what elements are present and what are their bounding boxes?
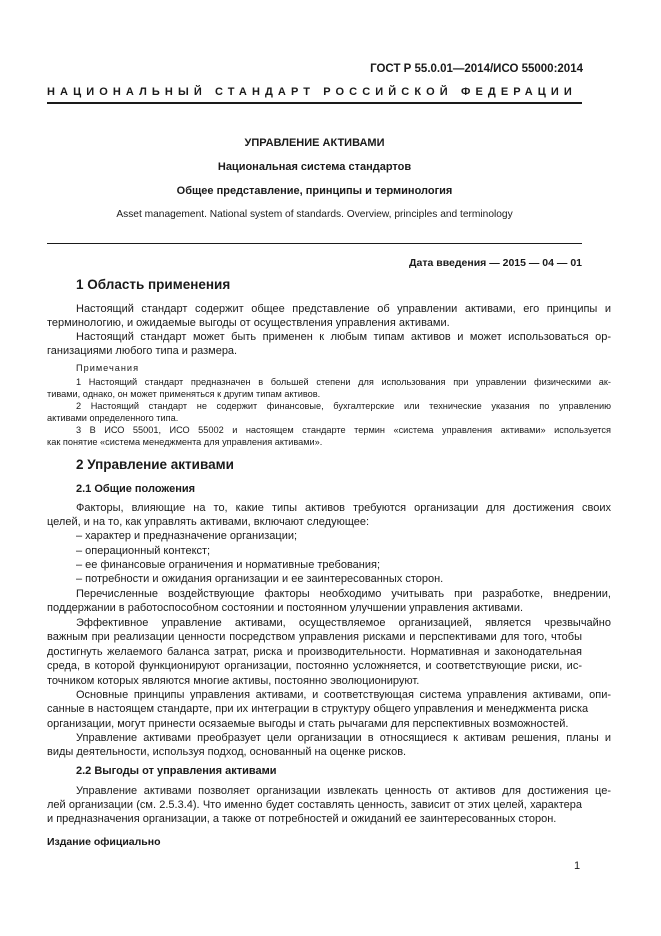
- note-line: 2 Настоящий стандарт не содержит финансовые, бухгалтерские или технические указания по управлению: [76, 401, 611, 411]
- section-2-intro-line: целей, и на то, как управлять активами, включают следующее:: [47, 516, 370, 528]
- para-line: точником которых являются многие активы, постоянно эволюционируют.: [47, 675, 420, 687]
- date-of-introduction: Дата введения — 2015 — 04 — 01: [409, 257, 582, 269]
- section-1-para-1-line: Настоящий стандарт содержит общее представление об управлении активами, его принципы и: [76, 303, 611, 315]
- section-2-heading: 2 Управление активами: [76, 457, 234, 472]
- para-line: Основные принципы управления активами, и соответствующая система управления активами, опи-: [76, 689, 611, 701]
- para-line: санные в настоящем стандарте, при их интеграции в структуру общего управления и менеджмента риска: [47, 703, 589, 715]
- para-line: Перечисленные воздействующие факторы необходимо учитывать при разработке, внедрении,: [76, 588, 611, 600]
- note-line: 3 В ИСО 55001, ИСО 55002 и настоящем стандарте термин «система управления активами» используется: [76, 425, 611, 435]
- para-line: важным при реализации ценности посредством управления рисками и перспективами для того, чтобы: [47, 631, 582, 643]
- doc-subtitle: Общее представление, принципы и терминология: [176, 185, 453, 197]
- list-item: – потребности и ожидания организации и ее заинтересованных сторон.: [76, 573, 444, 585]
- doc-english-title: Asset management. National system of standards. Overview, principles and terminology: [116, 209, 513, 220]
- page-number: 1: [574, 860, 581, 872]
- para-line: и предназначения организации, а также от потребностей и ожиданий ее заинтересованных сторон.: [47, 813, 557, 825]
- section-1-para-1-line: терминологию, и ожидаемые выгоды от осуществления управления активами.: [47, 317, 450, 329]
- section-1-para-2-line: Настоящий стандарт может быть применен к любым типам активов и может использоваться ор-: [76, 331, 611, 343]
- note-line: 1 Настоящий стандарт предназначен в большей степени для использования при управлении физическими ак-: [76, 377, 611, 387]
- doc-series: Национальная система стандартов: [217, 161, 412, 173]
- header-rule: [47, 102, 582, 104]
- doc-title: УПРАВЛЕНИЕ АКТИВАМИ: [244, 137, 385, 149]
- title-rule: [47, 243, 582, 244]
- note-line: тивами, однако, он может применяться к другим типам активов.: [47, 389, 321, 399]
- para-line: среда, в которой функционируют организации, постоянно усложняется, и соответствующие риски, ис-: [47, 660, 582, 672]
- national-standard-banner: НАЦИОНАЛЬНЫЙ СТАНДАРТ РОССИЙСКОЙ ФЕДЕРАЦИИ: [47, 86, 577, 98]
- para-line: Управление активами позволяет организации извлекать ценность от активов для достижения це-: [76, 785, 611, 797]
- para-line: Эффективное управление активами, осуществляемое организацией, является чрезвычайно: [76, 617, 611, 629]
- notes-heading: Примечания: [76, 363, 140, 373]
- list-item: – ее финансовые ограничения и нормативные требования;: [76, 559, 381, 571]
- para-line: Управление активами преобразует цели организации в относящиеся к активам решения, планы и: [76, 732, 611, 744]
- list-item: – характер и предназначение организации;: [76, 530, 298, 542]
- subsection-2-2-heading: 2.2 Выгоды от управления активами: [76, 765, 277, 777]
- gost-code: ГОСТ Р 55.0.01—2014/ИСО 55000:2014: [370, 63, 583, 75]
- para-line: организации, могут принести осязаемые выгоды и стать рычагами для перспективных возможностей.: [47, 718, 569, 730]
- section-1-heading: 1 Область применения: [76, 277, 231, 292]
- note-line: как понятие «система менеджмента для управления активами».: [47, 437, 323, 447]
- section-1-para-2-line: ганизациями любого типа и размера.: [47, 345, 238, 357]
- para-line: поддержании в работоспособном состоянии и постоянном улучшении управления активами.: [47, 602, 524, 614]
- subsection-2-1-heading: 2.1 Общие положения: [76, 483, 196, 495]
- edition-label: Издание официально: [47, 836, 161, 848]
- para-line: виды деятельности, используя подход, основанный на оценке рисков.: [47, 746, 407, 758]
- note-line: активами определенного типа.: [47, 413, 179, 423]
- list-item: – операционный контекст;: [76, 545, 211, 557]
- para-line: достигнуть желаемого баланса затрат, риска и производительности. Нормативная и законодательная: [47, 646, 582, 658]
- para-line: лей организации (см. 2.5.3.4). Что именно будет составлять ценность, зависит от этих целей, характера: [47, 799, 582, 811]
- section-2-intro-line: Факторы, влияющие на то, какие типы активов требуются организации для достижения своих: [76, 502, 611, 514]
